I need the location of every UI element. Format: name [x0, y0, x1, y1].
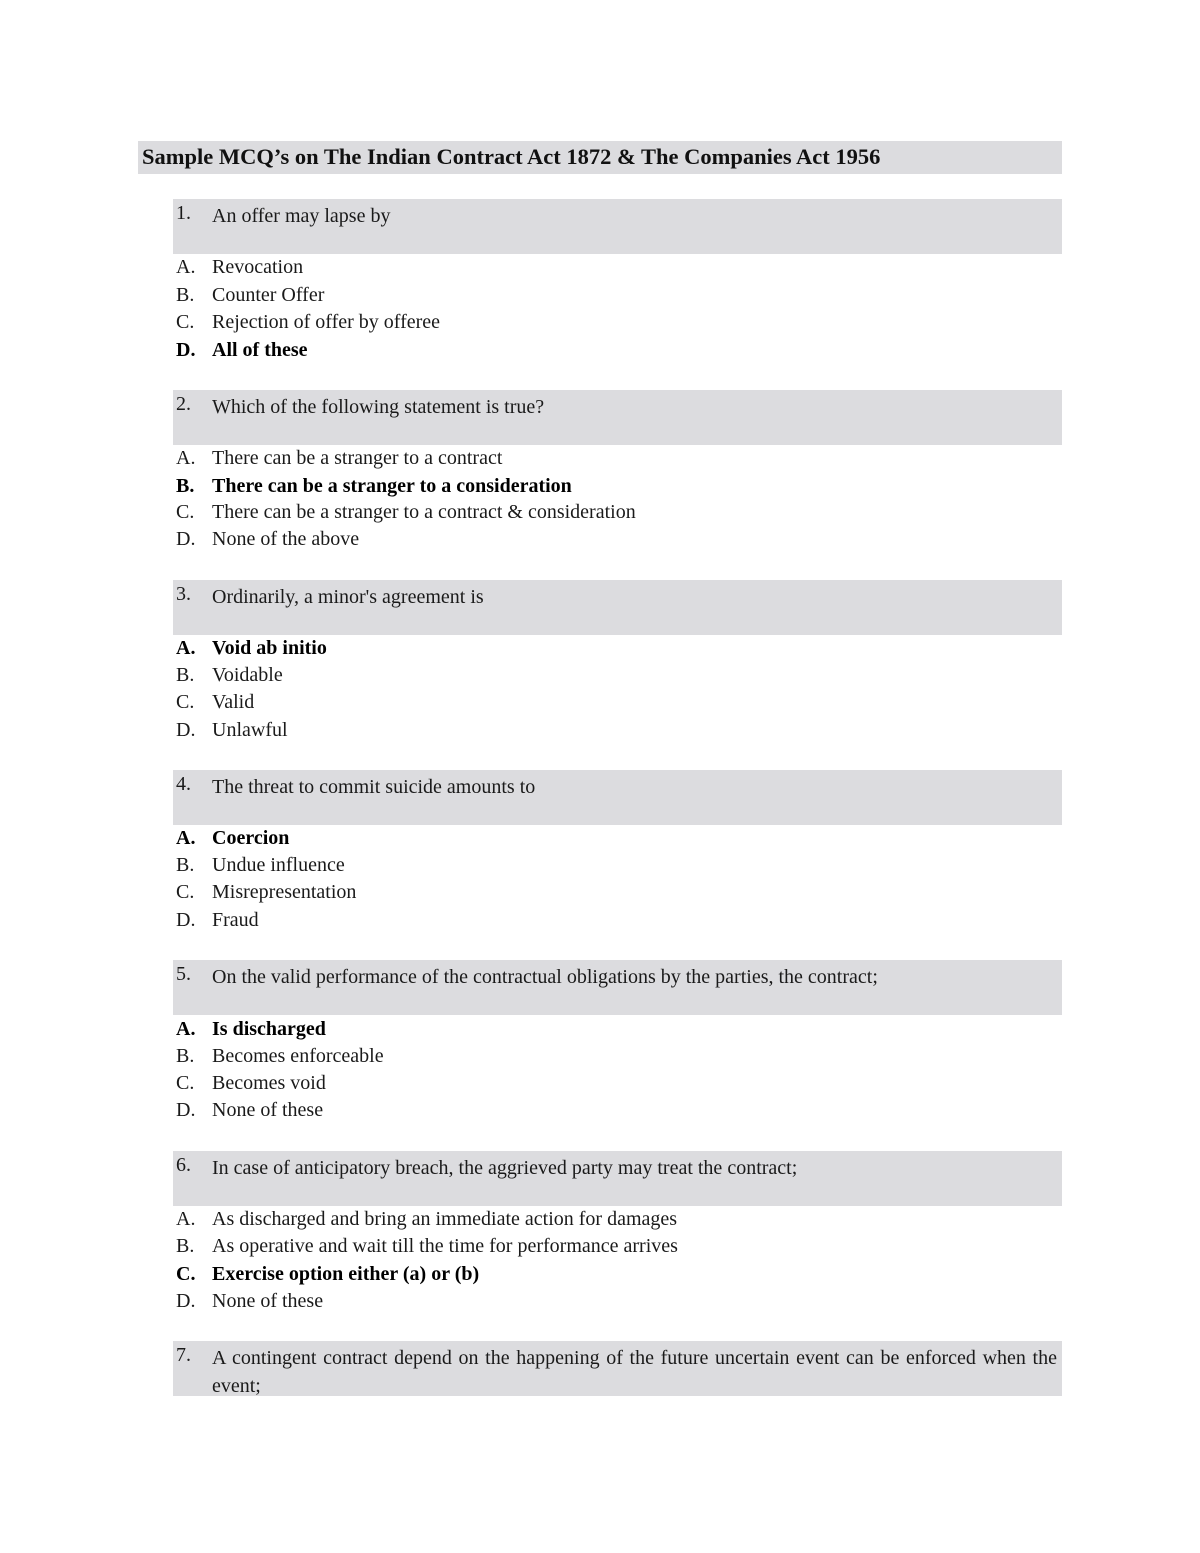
option-text: None of these — [212, 1099, 324, 1121]
option-text: Void ab initio — [212, 637, 327, 659]
option-text: Undue influence — [212, 854, 345, 876]
option-4d — [176, 909, 1056, 936]
option-letter: D. — [176, 1099, 196, 1121]
option-text: Revocation — [212, 256, 304, 278]
option-letter: A. — [176, 1208, 196, 1230]
option-letter: A. — [176, 637, 196, 659]
question-number: 4. — [176, 773, 191, 795]
option-text: Becomes enforceable — [212, 1045, 384, 1067]
option-letter: C. — [176, 691, 195, 713]
option-letter: D. — [176, 1290, 196, 1312]
option-3b — [176, 664, 1056, 691]
option-6b — [176, 1235, 1056, 1262]
question-6 — [173, 1151, 1062, 1206]
option-letter: D. — [176, 528, 196, 550]
option-text: Coercion — [212, 827, 290, 849]
question-text: Which of the following statement is true? — [212, 396, 545, 418]
option-letter: D. — [176, 339, 196, 361]
option-5a-correct — [176, 1018, 1056, 1045]
option-text: There can be a stranger to a consideration — [212, 475, 572, 497]
option-letter: D. — [176, 909, 196, 931]
question-3 — [173, 580, 1062, 635]
option-3c — [176, 691, 1056, 718]
option-2d — [176, 528, 1056, 555]
option-text: Valid — [212, 691, 255, 713]
question-text: In case of anticipatory breach, the aggrieved party may treat the contract; — [212, 1157, 798, 1179]
option-text: Becomes void — [212, 1072, 326, 1094]
option-text: Voidable — [212, 664, 283, 686]
option-text: All of these — [212, 339, 308, 361]
option-5b — [176, 1045, 1056, 1072]
question-1 — [173, 199, 1062, 254]
option-letter: B. — [176, 1045, 195, 1067]
option-text: Exercise option either (a) or (b) — [212, 1263, 480, 1285]
option-letter: A. — [176, 447, 196, 469]
option-text: Misrepresentation — [212, 881, 357, 903]
question-2 — [173, 390, 1062, 445]
option-letter: C. — [176, 1263, 196, 1285]
option-text: Is discharged — [212, 1018, 326, 1040]
option-text: None of the above — [212, 528, 360, 550]
question-5 — [173, 960, 1062, 1015]
question-number: 7. — [176, 1344, 191, 1366]
option-letter: A. — [176, 827, 196, 849]
option-6d — [176, 1290, 1056, 1317]
option-1d-correct — [176, 339, 1056, 366]
question-number: 5. — [176, 963, 191, 985]
question-text: An offer may lapse by — [212, 205, 391, 227]
option-3a-correct — [176, 637, 1056, 664]
question-number: 2. — [176, 393, 191, 415]
document-title-bar — [138, 141, 1062, 174]
option-text: There can be a stranger to a contract — [212, 447, 503, 469]
option-text: Counter Offer — [212, 284, 325, 306]
option-text: As operative and wait till the time for performance arrives — [212, 1235, 678, 1257]
option-5c — [176, 1072, 1056, 1099]
option-text: Unlawful — [212, 719, 288, 741]
question-text: On the valid performance of the contractual obligations by the parties, the contract; — [212, 966, 878, 988]
option-text: Rejection of offer by offeree — [212, 311, 441, 333]
option-letter: C. — [176, 1072, 195, 1094]
option-text: As discharged and bring an immediate action for damages — [212, 1208, 678, 1230]
option-4b — [176, 854, 1056, 881]
question-number: 3. — [176, 583, 191, 605]
option-1a — [176, 256, 1056, 283]
option-4c — [176, 881, 1056, 908]
option-6a — [176, 1208, 1056, 1235]
option-letter: B. — [176, 854, 195, 876]
question-text: A contingent contract depend on the happening of the future uncertain event can be enforced when the event; — [212, 1347, 1057, 1397]
option-2b-correct — [176, 475, 1056, 502]
document-title: Sample MCQ’s on The Indian Contract Act 1872 & The Companies Act 1956 — [142, 144, 881, 169]
option-letter: D. — [176, 719, 196, 741]
option-text: Fraud — [212, 909, 259, 931]
question-4 — [173, 770, 1062, 825]
option-letter: C. — [176, 311, 195, 333]
question-text: Ordinarily, a minor's agreement is — [212, 586, 484, 608]
option-letter: A. — [176, 1018, 196, 1040]
option-letter: B. — [176, 475, 195, 497]
option-2a — [176, 447, 1056, 474]
option-text: None of these — [212, 1290, 324, 1312]
question-text: The threat to commit suicide amounts to — [212, 776, 536, 798]
option-2c — [176, 501, 1056, 528]
option-text: There can be a stranger to a contract & consideration — [212, 501, 636, 523]
option-letter: B. — [176, 284, 195, 306]
option-6c-correct — [176, 1263, 1056, 1290]
option-1b — [176, 284, 1056, 311]
option-3d — [176, 719, 1056, 746]
question-number: 1. — [176, 202, 191, 224]
option-letter: C. — [176, 881, 195, 903]
option-1c — [176, 311, 1056, 338]
option-letter: B. — [176, 1235, 195, 1257]
option-5d — [176, 1099, 1056, 1126]
question-7 — [173, 1341, 1062, 1396]
option-letter: B. — [176, 664, 195, 686]
question-number: 6. — [176, 1154, 191, 1176]
option-4a-correct — [176, 827, 1056, 854]
option-letter: A. — [176, 256, 196, 278]
option-letter: C. — [176, 501, 195, 523]
